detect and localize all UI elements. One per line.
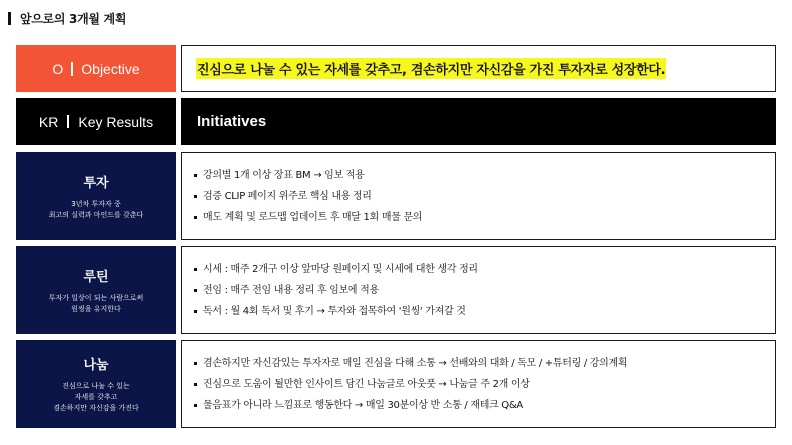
initiative-item (194, 301, 775, 322)
initiative-text: 겸손하지만 자신감있는 투자자로 매일 진심을 다해 소통 → 선배와의 대화 / 독모 / +튜터링 / 강의계획 (203, 357, 628, 369)
kr-code: KR (38, 113, 59, 130)
initiative-item (194, 259, 775, 280)
objective-statement: 진심으로 나눌 수 있는 자세를 갖추고, 겸손하지만 자신감을 가진 투자자로 성장한다. (196, 58, 666, 79)
objective-separator (71, 62, 73, 76)
bullet-icon (194, 268, 197, 271)
key-result-label (16, 246, 176, 334)
objective-label (16, 45, 176, 92)
bullet-icon (194, 362, 197, 365)
initiative-text: 독서 : 월 4회 독서 및 후기 → 투자와 접목하여 '원씽' 가져갈 것 (203, 305, 466, 317)
objective-label-text: Objective (81, 60, 140, 77)
kr-header-label (16, 98, 176, 145)
initiative-text: 전임 : 매주 전임 내용 정리 후 임보에 적용 (203, 284, 379, 296)
page-header (8, 9, 126, 27)
initiative-item (194, 165, 775, 186)
kr-label-text: Key Results (78, 113, 154, 130)
initiative-item (194, 186, 775, 207)
key-result-description-line: 원씽을 유지한다 (71, 304, 121, 313)
initiative-text: 검증 CLIP 페이지 위주로 핵심 내용 정리 (203, 190, 372, 202)
page-title: 앞으로의 3개월 계획 (20, 11, 127, 26)
objective-statement-box (181, 45, 776, 92)
key-result-description-line: 투자가 일상이 되는 사람으로써 (48, 293, 144, 302)
key-result-name: 루틴 (83, 269, 109, 285)
key-result-row-share (16, 340, 776, 428)
initiative-text: 강의별 1개 이상 장표 BM → 임보 적용 (203, 169, 365, 181)
key-result-description-line: 진심으로 나눌 수 있는 (62, 382, 130, 390)
initiative-item (194, 280, 775, 301)
bullet-icon (194, 383, 197, 386)
initiative-item (194, 395, 775, 416)
objective-code: O (52, 60, 64, 77)
initiatives-header (181, 98, 776, 145)
bullet-icon (194, 404, 197, 407)
key-result-description-line: 3년차 투자자 중 (71, 199, 121, 208)
header-accent-bar (8, 12, 11, 25)
key-result-name: 나눔 (83, 358, 109, 373)
initiative-text: 물음표가 아니라 느낌표로 행동한다 → 매일 30분이상 반 소통 / 재테크 Q&A (203, 399, 523, 411)
initiative-text: 매도 계획 및 로드맵 업데이트 후 매달 1회 매물 문의 (203, 211, 423, 223)
key-result-row-routine (16, 246, 776, 334)
bullet-icon (194, 174, 197, 177)
initiative-item (194, 207, 775, 228)
bullet-icon (194, 195, 197, 198)
initiative-text: 시세 : 매주 2개구 이상 앞마당 원페이지 및 시세에 대한 생각 정리 (203, 263, 478, 275)
key-result-name: 투자 (83, 175, 109, 191)
initiatives-list (181, 340, 776, 428)
initiative-item (194, 353, 775, 374)
initiatives-title: Initiatives (197, 113, 267, 130)
initiative-text: 진심으로 도움이 될만한 인사이트 담긴 나눔글로 아웃풋 → 나눔글 주 2개 이상 (203, 378, 530, 390)
key-result-description-line: 최고의 실력과 마인드를 갖춘다 (48, 210, 144, 219)
bullet-icon (194, 216, 197, 219)
kr-separator (67, 115, 69, 128)
initiatives-list (181, 246, 776, 334)
key-result-row-invest (16, 152, 776, 240)
key-result-description-line: 겸손하지만 자신감을 가진다 (53, 404, 139, 412)
bullet-icon (194, 310, 197, 313)
objective-row (16, 45, 776, 92)
key-result-label (16, 340, 176, 428)
kr-header-row (16, 98, 776, 145)
initiatives-list (181, 152, 776, 240)
key-result-description-line: 자세를 갖추고 (74, 393, 118, 401)
initiative-item (194, 374, 775, 395)
bullet-icon (194, 289, 197, 292)
key-result-label (16, 152, 176, 240)
